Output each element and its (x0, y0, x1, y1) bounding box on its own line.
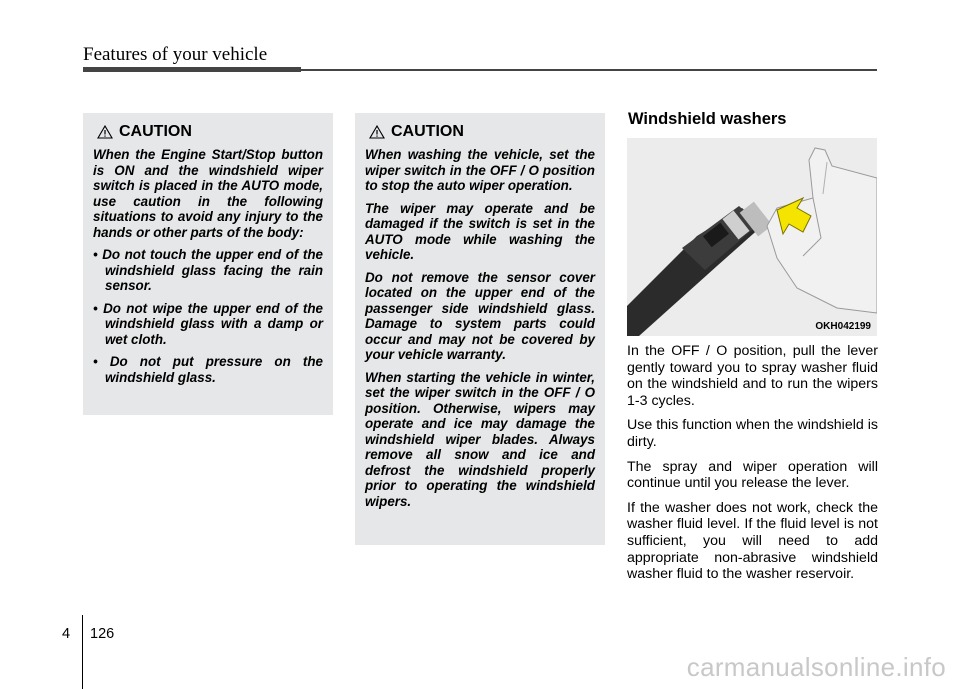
caution-paragraph: When washing the vehicle, set the wiper switch in the OFF / O position to stop the auto wiper operation. (365, 147, 595, 193)
section-title: Windshield washers (628, 110, 787, 128)
caution-list-item: • Do not touch the upper end of the windshield glass facing the rain sensor. (93, 247, 323, 293)
caution-paragraph: The wiper may operate and be damaged if the switch is set in the AUTO mode while washing the vehicle. (365, 200, 595, 262)
caution-title: CAUTION (119, 123, 192, 140)
wiper-lever-hand-image (627, 138, 877, 336)
page-number: 126 (90, 626, 115, 642)
warning-triangle-icon (369, 125, 385, 139)
caution-heading (97, 123, 323, 141)
caution-list-item: • Do not wipe the upper end of the windshield glass with a damp or wet cloth. (93, 300, 323, 347)
caution-heading (369, 123, 595, 141)
caution-title: CAUTION (391, 123, 464, 140)
body-paragraph: The spray and wiper operation will continue until you release the lever. (627, 458, 878, 492)
image-code: OKH042199 (815, 321, 871, 332)
header-rule-thin (301, 69, 877, 71)
footer-divider (82, 615, 83, 689)
body-paragraph: Use this function when the windshield is dirty. (627, 417, 878, 450)
header-rule-thick (83, 67, 301, 72)
warning-triangle-icon (97, 125, 113, 139)
washers-body (627, 343, 878, 591)
body-paragraph: In the OFF / O position, pull the lever gently toward you to spray washer fluid on the windshield and to run the wipers 1-3 cycles. (627, 343, 878, 409)
body-paragraph: If the washer does not work, check the washer fluid level. If the fluid level is not sufficient, you will need to add appropriate non-abrasive windshield washer fluid to the washer reservoir. (627, 499, 878, 583)
wiper-lever-illustration (627, 138, 877, 336)
caution-paragraph: When starting the vehicle in winter, set the wiper switch in the OFF / O position. Otherwise, wipers may operate and ice may damage the windshield wiper blades. Always remove all snow and ice and defrost the windshield properly prior to operating the windshield wipers. (365, 369, 595, 509)
caution-box-middle (355, 113, 605, 545)
watermark-link[interactable]: carmanualsonline.info (686, 652, 946, 682)
caution-paragraph: Do not remove the sensor cover located on the upper end of the passenger side windshield glass. Damage to system parts could occur and may not be covered by your vehicle warranty. (365, 269, 595, 362)
page-header-title: Features of your vehicle (83, 44, 268, 65)
caution-intro: When the Engine Start/Stop button is ON and the windshield wiper switch is placed in the AUTO mode, use caution in the following situations to avoid any injury to the hands or other parts of the body: (93, 147, 323, 240)
caution-box-left (83, 113, 333, 415)
caution-list-item: • Do not put pressure on the windshield glass. (93, 354, 323, 385)
chapter-number: 4 (62, 626, 71, 642)
